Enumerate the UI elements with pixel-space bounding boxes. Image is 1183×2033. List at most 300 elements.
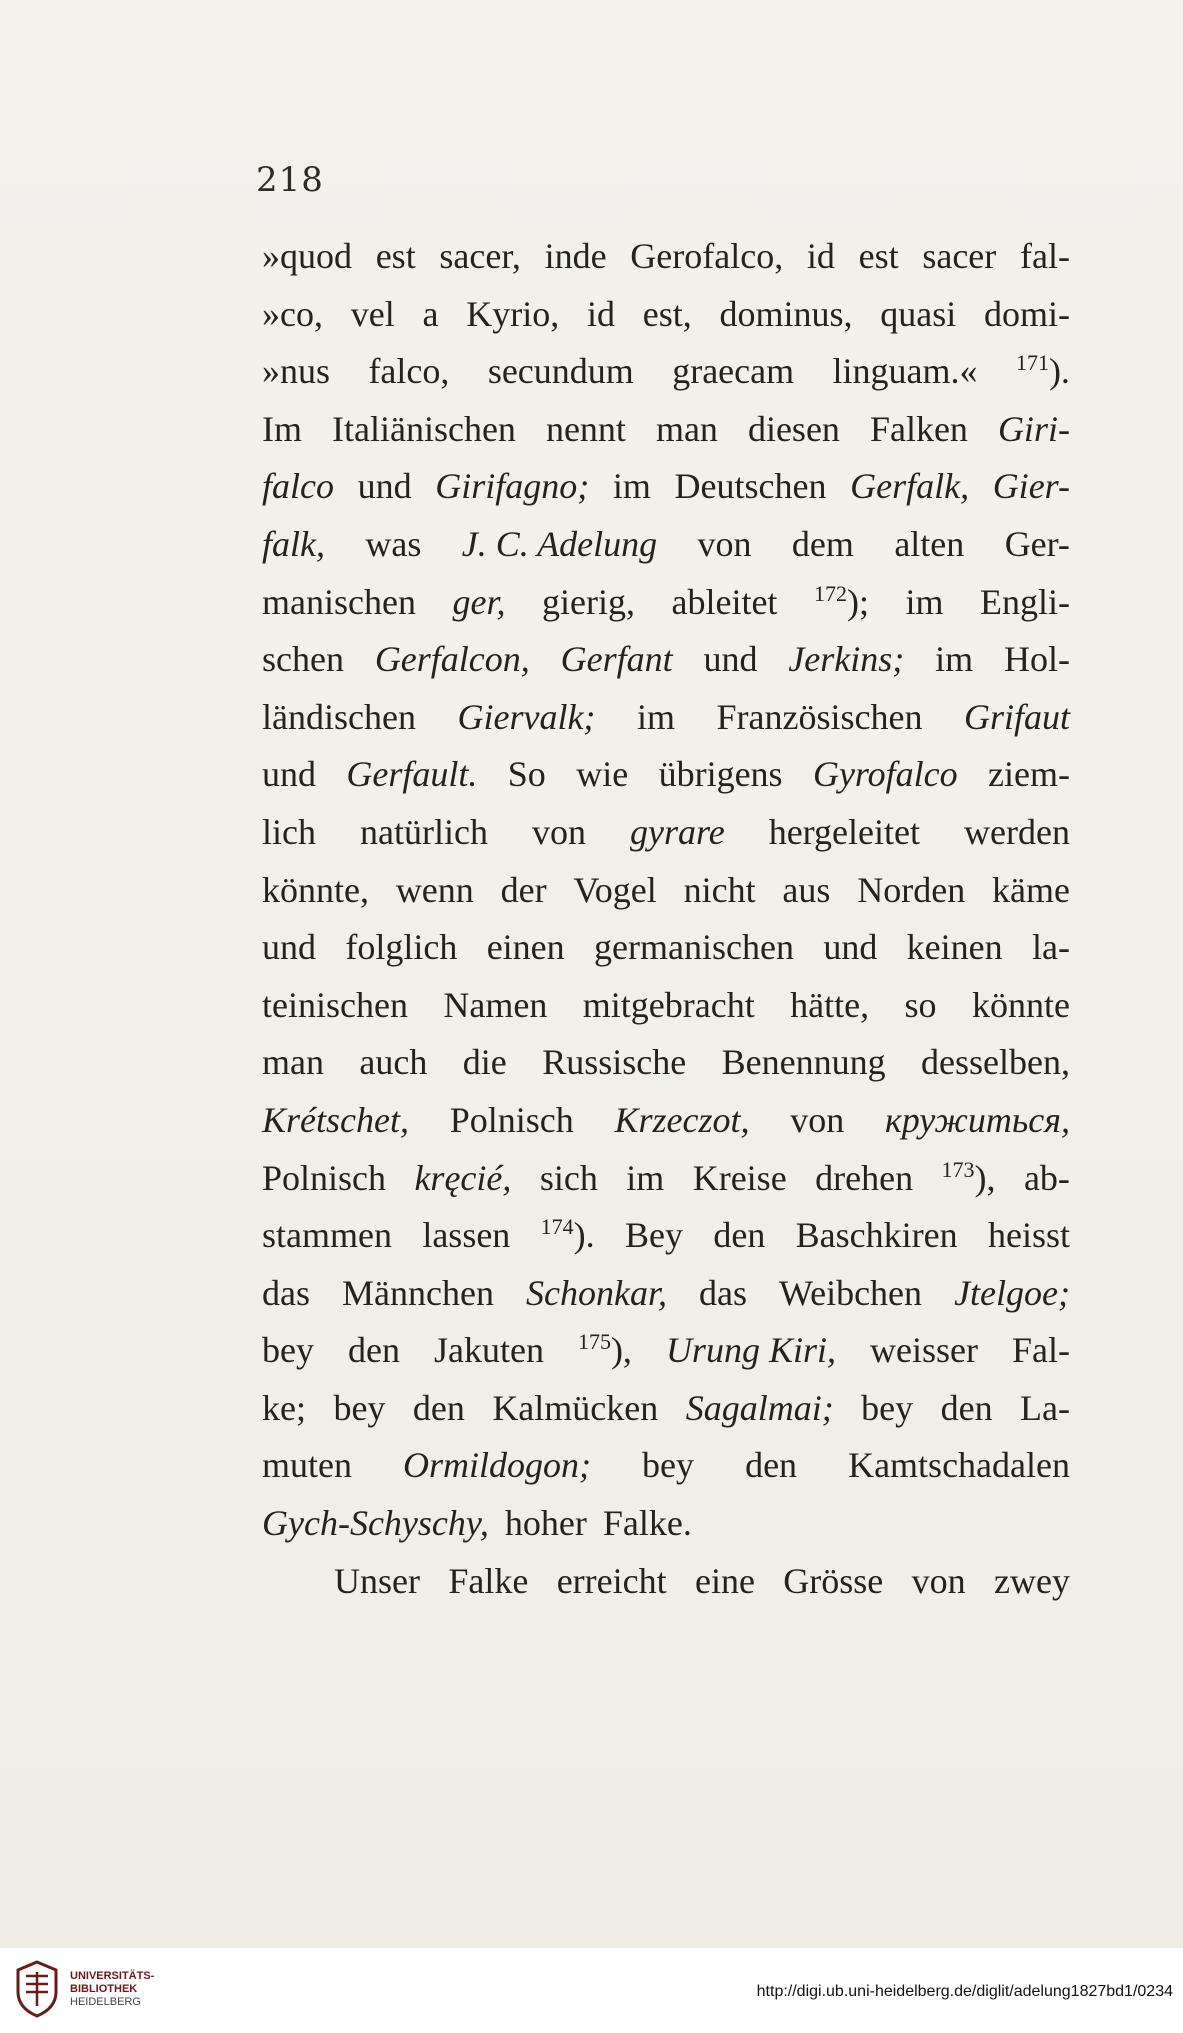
word-text: secundum <box>487 351 634 392</box>
word-text: erreicht <box>556 1560 667 1601</box>
word-text: eine <box>694 1560 755 1601</box>
word-text: »nus <box>262 351 331 392</box>
word-text: est, <box>642 293 692 334</box>
word-text: wenn <box>395 869 474 910</box>
word <box>637 689 675 747</box>
word-text: von <box>532 811 586 852</box>
word <box>351 286 395 344</box>
word-text: auch <box>359 1042 428 1083</box>
word <box>921 1034 1070 1092</box>
word-text: kręcié, <box>414 1157 512 1198</box>
word-text: stammen <box>262 1215 392 1256</box>
word <box>262 1150 386 1208</box>
word <box>935 631 973 689</box>
word-text: falk, <box>262 523 325 564</box>
word <box>262 1092 409 1150</box>
word <box>583 977 755 1035</box>
word-text: Französischen <box>716 696 923 737</box>
word <box>1004 631 1070 689</box>
word-text: Ormildogon; <box>403 1445 592 1486</box>
word <box>815 1150 913 1208</box>
word <box>262 458 334 516</box>
word-text: aus <box>782 869 831 910</box>
word-text: und <box>262 754 316 795</box>
word-text: Hol- <box>1003 639 1070 680</box>
word <box>262 1380 306 1438</box>
word-text: ländischen <box>262 696 416 737</box>
word-text: und <box>823 927 878 968</box>
word-text: Girifagno; <box>435 466 590 507</box>
word <box>359 1034 427 1092</box>
word <box>722 1034 886 1092</box>
text-line <box>262 401 1070 459</box>
footnote-ref: 175 <box>577 1329 611 1355</box>
word-text: Gerfalk, <box>850 466 970 507</box>
word-text: id <box>586 293 615 334</box>
word-text: im <box>636 696 675 737</box>
word-text: germanischen <box>594 927 794 968</box>
word-text: »quod <box>262 236 352 276</box>
word <box>848 1437 1070 1495</box>
word <box>699 1265 747 1323</box>
word <box>1024 1150 1070 1208</box>
university-seal-icon <box>12 1958 62 2020</box>
word <box>594 919 794 977</box>
word-text: von <box>790 1099 845 1140</box>
text-line <box>262 689 1070 747</box>
word <box>796 1207 958 1265</box>
word-text: Falken <box>869 408 968 449</box>
word <box>466 286 559 344</box>
word-text: Polnisch <box>449 1099 574 1140</box>
word <box>859 228 899 286</box>
text-line <box>262 631 1070 689</box>
word <box>587 286 615 344</box>
word <box>748 401 840 459</box>
word-text: den <box>940 1387 993 1428</box>
word-text: hätte, <box>790 984 870 1025</box>
word-text: Baschkiren <box>795 1215 958 1256</box>
word-text: von <box>911 1560 966 1601</box>
word-text: ); <box>846 581 869 622</box>
word-text: gierig, <box>541 581 635 622</box>
word <box>907 919 1003 977</box>
text-line <box>262 516 1070 574</box>
word <box>501 862 547 920</box>
word <box>980 574 1070 632</box>
word <box>435 458 589 516</box>
text-line <box>262 919 1070 977</box>
text-line <box>262 1150 1070 1208</box>
word-text: und <box>262 927 316 968</box>
word-text: den <box>745 1445 798 1486</box>
word-text: Sagalmai; <box>685 1387 834 1428</box>
word <box>434 1322 544 1380</box>
word-text: ). <box>1048 351 1070 392</box>
word-text: Gerfalcon, <box>374 639 530 680</box>
word <box>540 1150 598 1208</box>
word-text: inde <box>544 236 607 276</box>
word-text: im <box>905 581 944 622</box>
word-text: Grifaut <box>963 696 1070 737</box>
word <box>954 1265 1070 1323</box>
library-logo-text <box>70 1970 154 2009</box>
word <box>462 516 657 574</box>
word-text: diesen <box>747 408 840 449</box>
word-text: Jakuten <box>433 1330 544 1371</box>
word-text: Ger- <box>1004 523 1070 564</box>
word-text: Falke. <box>602 1503 692 1544</box>
word-text: man <box>262 1042 324 1083</box>
logo-line-3: HEIDELBERG <box>70 1996 141 2008</box>
word <box>857 862 965 920</box>
word <box>675 458 827 516</box>
word-text: von <box>697 523 752 564</box>
word-text: Polnisch <box>262 1157 387 1198</box>
word-text: sich <box>539 1157 598 1198</box>
word-text: sacer <box>922 236 997 276</box>
word-text: teinischen <box>262 984 408 1025</box>
word-text: кружиться, <box>884 1099 1070 1140</box>
text-line <box>262 1437 1070 1495</box>
footnote-ref: 173 <box>941 1156 975 1182</box>
word-text: hoher <box>504 1503 587 1544</box>
word <box>492 1380 658 1438</box>
word-text: Engli- <box>980 581 1070 622</box>
word-text: alten <box>894 523 965 564</box>
word <box>693 1150 787 1208</box>
word-text: fal- <box>1019 236 1070 276</box>
word-text: manischen <box>262 581 416 622</box>
word-text: bey <box>861 1387 914 1428</box>
word <box>823 919 877 977</box>
word-text: desselben, <box>921 1042 1070 1083</box>
word <box>905 574 943 632</box>
word <box>262 343 330 401</box>
word <box>790 1092 844 1150</box>
text-line <box>262 1034 1070 1092</box>
word <box>542 1034 686 1092</box>
word-text: man <box>655 408 718 449</box>
word-text: und <box>357 466 412 507</box>
word <box>625 1207 683 1265</box>
word <box>262 1495 489 1553</box>
word <box>439 228 521 286</box>
word <box>505 1495 587 1553</box>
word-text: gyrare <box>630 811 725 852</box>
word-text: Vogel <box>573 869 657 910</box>
word-text: übrigens <box>658 754 783 795</box>
word-text: im <box>935 639 974 680</box>
word <box>262 862 369 920</box>
text-line <box>262 286 1070 344</box>
word <box>358 458 412 516</box>
word-text: folglich <box>345 927 458 968</box>
word <box>557 1553 667 1611</box>
word-text: ). <box>573 1215 595 1256</box>
word <box>626 1150 664 1208</box>
word <box>1020 1380 1070 1438</box>
word <box>922 228 996 286</box>
word-text: dem <box>791 523 854 564</box>
text-line <box>262 574 1070 632</box>
word-text: bey <box>262 1330 314 1371</box>
word <box>345 919 457 977</box>
word-text: käme <box>992 869 1070 910</box>
word-text: La- <box>1020 1387 1070 1428</box>
text-line <box>262 228 1070 286</box>
word-text: im <box>612 466 651 507</box>
word-text: mitgebracht <box>582 984 755 1025</box>
word <box>413 1380 465 1438</box>
word <box>783 1553 883 1611</box>
word-text: den <box>713 1215 766 1256</box>
word-text: Kalmücken <box>492 1387 659 1428</box>
word-text: Jtelgoe; <box>954 1272 1070 1313</box>
word <box>642 1437 694 1495</box>
word-text: könnte, <box>262 869 369 910</box>
word-text: id <box>806 236 835 276</box>
word-text: Jerkins; <box>788 639 905 680</box>
word <box>988 1207 1070 1265</box>
footnote-ref: 172 <box>813 580 847 606</box>
word <box>870 401 968 459</box>
word-text: Gych-Schyschy, <box>262 1503 489 1544</box>
word <box>443 977 547 1035</box>
text-line <box>262 977 1070 1035</box>
word <box>672 343 794 401</box>
text-line <box>262 1092 1070 1150</box>
word-text: so <box>904 984 937 1025</box>
word-text: drehen <box>815 1157 914 1198</box>
text-line <box>262 343 1070 401</box>
word <box>880 286 956 344</box>
word-text: nicht <box>683 869 756 910</box>
word <box>262 1034 324 1092</box>
word-text: wie <box>576 754 629 795</box>
word-text: schen <box>262 639 344 680</box>
word <box>332 401 516 459</box>
word-text: der <box>500 869 547 910</box>
word <box>850 458 969 516</box>
word-text: Bey <box>625 1215 683 1256</box>
word-text: Italiänischen <box>332 408 516 449</box>
word <box>984 286 1070 344</box>
text-line <box>262 1322 1070 1380</box>
word <box>262 1322 314 1380</box>
word <box>262 689 416 747</box>
word <box>545 228 607 286</box>
word <box>993 458 1070 516</box>
text-line <box>262 804 1070 862</box>
text-line <box>262 862 1070 920</box>
word <box>698 516 752 574</box>
word <box>448 1553 528 1611</box>
word-text: das <box>698 1272 747 1313</box>
word-text: lassen <box>422 1215 511 1256</box>
word <box>603 1495 692 1553</box>
word <box>1012 1322 1070 1380</box>
word <box>643 286 692 344</box>
word-text: So <box>507 754 546 795</box>
word-text: bey <box>333 1387 386 1428</box>
word <box>813 746 958 804</box>
source-url[interactable]: http://digi.ub.uni-heidelberg.de/diglit/adelung1827bd1/0234 <box>756 1983 1173 2000</box>
word-text: Gier- <box>992 466 1070 507</box>
word-text: Giri- <box>997 408 1070 449</box>
word <box>656 401 718 459</box>
word <box>488 343 634 401</box>
text-line <box>262 1265 1070 1323</box>
word-text: bey <box>642 1445 695 1486</box>
word <box>1032 919 1070 977</box>
word-text: graecam <box>672 351 795 392</box>
word-text: was <box>365 523 422 564</box>
word-text: J. C. Adelung <box>461 523 658 564</box>
word <box>262 746 316 804</box>
word <box>666 1322 836 1380</box>
word <box>833 343 978 401</box>
word-text: Giervalk; <box>457 696 596 737</box>
word-text: la- <box>1032 927 1070 968</box>
word <box>964 804 1070 862</box>
word <box>614 1092 749 1150</box>
word-text: hergeleitet <box>768 811 920 852</box>
word-text: ), <box>610 1330 632 1371</box>
word-text: den <box>412 1387 465 1428</box>
word <box>630 228 783 286</box>
word <box>905 977 937 1035</box>
word <box>396 862 474 920</box>
word-text: vel <box>350 293 395 334</box>
word-text: einen <box>486 927 565 968</box>
word <box>941 1380 993 1438</box>
word-text: Kreise <box>692 1157 787 1198</box>
word <box>262 228 352 286</box>
word <box>262 1265 310 1323</box>
word-text: Urung Kiri, <box>665 1330 836 1371</box>
word-text: Norden <box>857 869 966 910</box>
word-text: werden <box>964 811 1070 852</box>
word <box>365 516 421 574</box>
word <box>703 631 757 689</box>
word-text: ableitet <box>671 581 778 622</box>
word-text: Falke <box>448 1560 529 1601</box>
word <box>508 746 546 804</box>
word-text: »co, <box>262 293 323 334</box>
word-text: Kyrio, <box>466 293 560 334</box>
word <box>376 228 416 286</box>
footnote-ref: 174 <box>540 1214 574 1240</box>
word-text: a <box>422 293 439 334</box>
word <box>894 516 964 574</box>
word-text: Grösse <box>783 1560 884 1601</box>
logo-line-2: BIBLIOTHEK <box>70 1983 138 1995</box>
word <box>487 919 565 977</box>
text-line <box>262 458 1070 516</box>
word <box>561 631 673 689</box>
word <box>885 1092 1070 1150</box>
word <box>659 746 783 804</box>
word <box>578 1322 632 1380</box>
word <box>526 1265 667 1323</box>
word-text: Schonkar, <box>525 1272 667 1313</box>
word-text: falco <box>262 466 334 507</box>
word-text: linguam.« <box>832 351 978 392</box>
word <box>988 746 1070 804</box>
word <box>414 1150 511 1208</box>
word <box>422 286 438 344</box>
word <box>333 1380 385 1438</box>
word <box>346 746 477 804</box>
text-line <box>262 1380 1070 1438</box>
word <box>695 1553 755 1611</box>
word-text: heisst <box>987 1215 1070 1256</box>
word <box>262 1437 352 1495</box>
word-text: Kamtschadalen <box>848 1445 1070 1486</box>
word <box>814 574 869 632</box>
word-text: Gerfault. <box>346 754 478 795</box>
word-text: könnte <box>971 984 1070 1025</box>
word <box>463 1034 507 1092</box>
word-text: ke; <box>262 1387 306 1428</box>
word-text: Fal- <box>1011 1330 1070 1371</box>
word <box>546 401 626 459</box>
word-text: Weibchen <box>779 1272 923 1313</box>
word-text: ziem- <box>987 754 1070 795</box>
word <box>262 919 316 977</box>
word <box>684 862 756 920</box>
text-line <box>262 1553 1070 1611</box>
word <box>368 343 449 401</box>
word <box>262 631 344 689</box>
word <box>576 746 628 804</box>
word <box>542 574 635 632</box>
word-text: est <box>858 236 899 276</box>
text-line <box>262 1207 1070 1265</box>
word <box>457 689 595 747</box>
word-text: natürlich <box>360 811 488 852</box>
word <box>532 804 586 862</box>
word <box>262 516 325 574</box>
word-text: den <box>347 1330 400 1371</box>
word <box>422 1207 510 1265</box>
word <box>713 1207 765 1265</box>
word <box>686 1380 834 1438</box>
word-text: das <box>262 1272 310 1313</box>
word <box>717 689 923 747</box>
word-text: Krétschet, <box>262 1099 409 1140</box>
word <box>613 458 651 516</box>
text-line <box>262 1495 1070 1553</box>
footnote-ref: 171 <box>1015 350 1049 376</box>
word <box>779 1265 922 1323</box>
word-text: Gerofalco, <box>630 236 784 276</box>
word <box>788 631 904 689</box>
word-text: Gerfant <box>560 639 673 680</box>
word <box>942 1150 996 1208</box>
word <box>450 1092 574 1150</box>
word <box>1016 343 1070 401</box>
word-text: zwey <box>994 1560 1070 1601</box>
word-text: Unser <box>334 1560 420 1601</box>
text-line <box>262 746 1070 804</box>
word-text: Namen <box>443 984 548 1025</box>
word <box>1005 516 1070 574</box>
word <box>262 977 408 1035</box>
word-text: est <box>375 236 416 276</box>
word-text: Benennung <box>721 1042 886 1083</box>
